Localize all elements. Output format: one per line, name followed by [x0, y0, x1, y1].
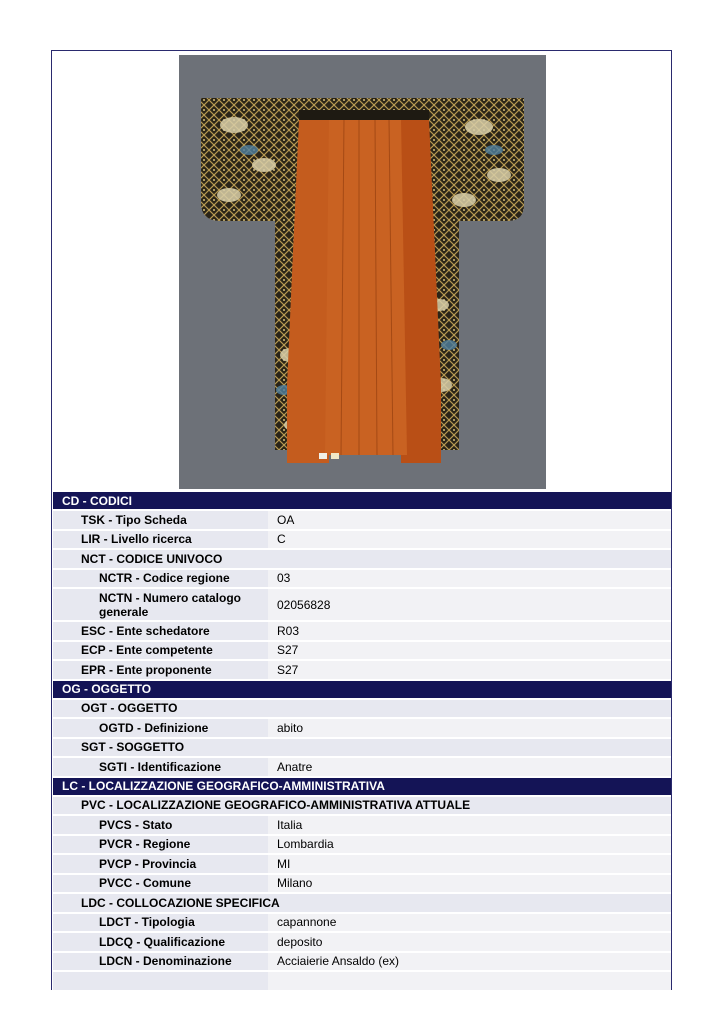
object-photo — [179, 55, 546, 489]
group-label: OGT - OGGETTO — [53, 699, 671, 719]
field-value: MI — [268, 854, 671, 874]
field-label: LIR - Livello ricerca — [53, 530, 268, 550]
field-value: deposito — [268, 932, 671, 952]
field-value: abito — [268, 718, 671, 738]
field-label-empty — [53, 971, 268, 991]
field-label: PVCP - Provincia — [53, 854, 268, 874]
field-label: LDCT - Tipologia — [53, 913, 268, 933]
field-label: OGTD - Definizione — [53, 718, 268, 738]
section-header-lc: LC - LOCALIZZAZIONE GEOGRAFICO-AMMINISTRATIVA — [53, 777, 671, 796]
field-label: ESC - Ente schedatore — [53, 621, 268, 641]
field-value: C — [268, 530, 671, 550]
catalog-record-table — [53, 492, 671, 992]
field-label: LDCQ - Qualificazione — [53, 932, 268, 952]
field-label: NCTN - Numero catalogo generale — [53, 588, 268, 621]
field-value: OA — [268, 510, 671, 530]
field-value: R03 — [268, 621, 671, 641]
field-label: SGTI - Identificazione — [53, 757, 268, 777]
section-header-og: OG - OGGETTO — [53, 680, 671, 699]
field-label: NCTR - Codice regione — [53, 569, 268, 589]
field-label: LDCN - Denominazione — [53, 952, 268, 972]
field-label: PVCC - Comune — [53, 874, 268, 894]
kimono-image — [179, 55, 546, 489]
field-label: PVCR - Regione — [53, 835, 268, 855]
group-label: SGT - SOGGETTO — [53, 738, 671, 758]
field-value: 02056828 — [268, 588, 671, 621]
field-value: Milano — [268, 874, 671, 894]
group-label: PVC - LOCALIZZAZIONE GEOGRAFICO-AMMINISTRATIVA ATTUALE — [53, 796, 671, 816]
field-value: S27 — [268, 660, 671, 680]
field-label: TSK - Tipo Scheda — [53, 510, 268, 530]
field-value: Acciaierie Ansaldo (ex) — [268, 952, 671, 972]
group-label: NCT - CODICE UNIVOCO — [53, 549, 671, 569]
field-value: 03 — [268, 569, 671, 589]
field-label: EPR - Ente proponente — [53, 660, 268, 680]
field-label: PVCS - Stato — [53, 815, 268, 835]
section-header-cd: CD - CODICI — [53, 492, 671, 510]
field-value: S27 — [268, 641, 671, 661]
field-value: Anatre — [268, 757, 671, 777]
field-value: Italia — [268, 815, 671, 835]
field-value: Lombardia — [268, 835, 671, 855]
field-label: ECP - Ente competente — [53, 641, 268, 661]
field-value: capannone — [268, 913, 671, 933]
field-value-empty — [268, 971, 671, 991]
group-label: LDC - COLLOCAZIONE SPECIFICA — [53, 893, 671, 913]
